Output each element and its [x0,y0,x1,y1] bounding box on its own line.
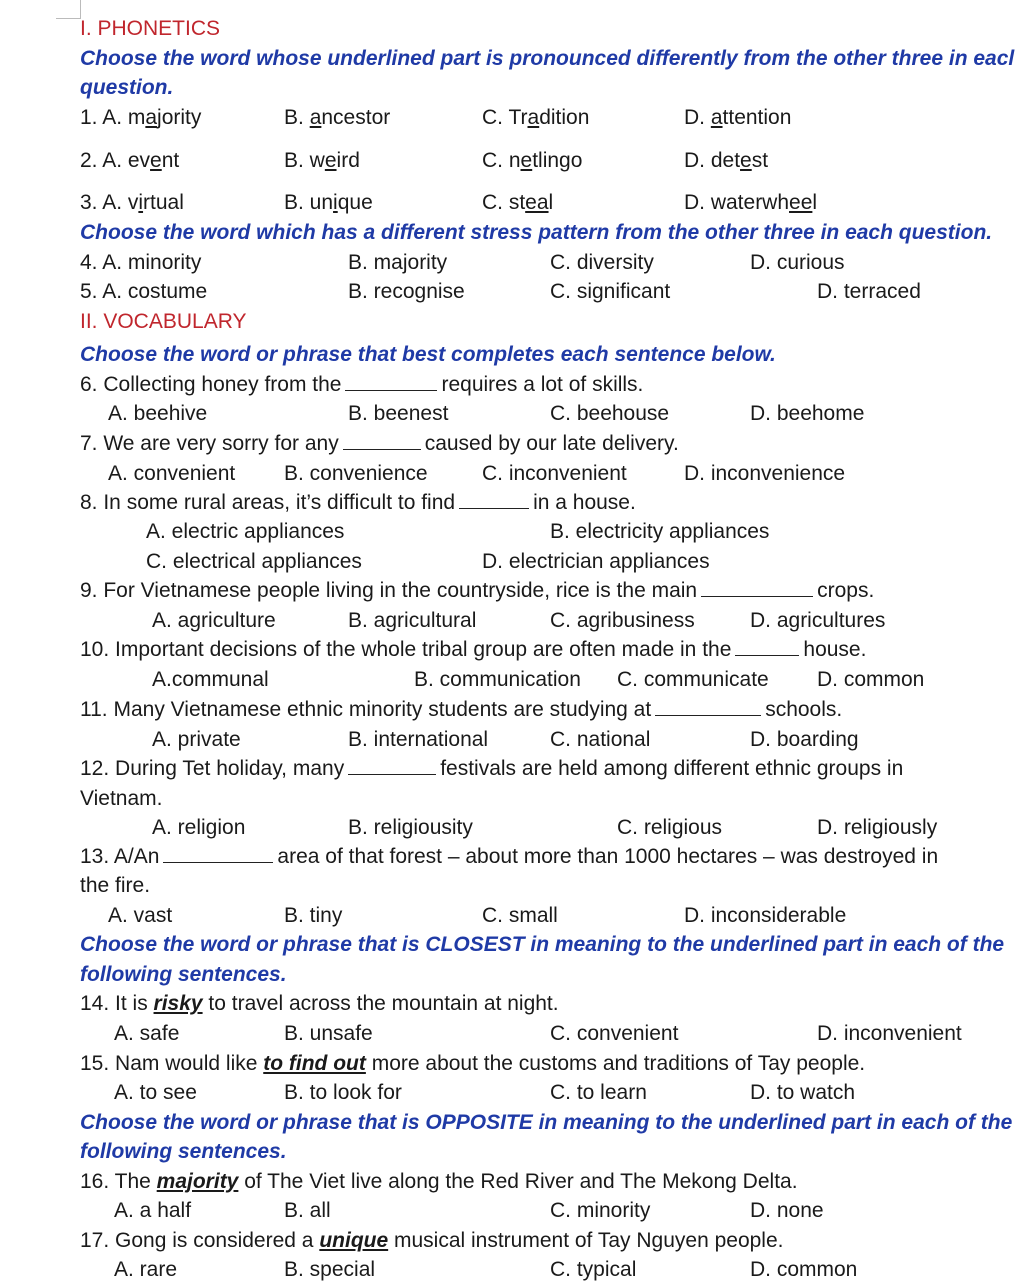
q14-option-d[interactable]: D. inconvenient [817,1022,962,1045]
section-title-phonetics: I. PHONETICS [80,17,221,40]
q17-option-b[interactable]: B. special [284,1258,376,1281]
q6-stem: 6. Collecting honey from the requires a lot of skills. [80,373,644,396]
instruction-complete-sentence: Choose the word or phrase that best completes each sentence below. [80,343,776,366]
q16-option-b[interactable]: B. all [284,1199,331,1222]
q4-option-c[interactable]: C. diversity [550,251,654,274]
answer-blank [655,697,761,716]
q9-option-a[interactable]: A. agriculture [152,609,276,632]
answer-blank [701,578,813,597]
q7-option-b[interactable]: B. convenience [284,462,428,485]
q13-stem: 13. A/An area of that forest – about more than 1000 hectares – was destroyed in [80,845,939,868]
q17-stem: 17. Gong is considered a unique musical instrument of Tay Nguyen people. [80,1229,784,1252]
q15-stem: 15. Nam would like to find out more about the customs and traditions of Tay people. [80,1052,866,1075]
q4-option-b[interactable]: B. majority [348,251,448,274]
q4-option-d[interactable]: D. curious [750,251,845,274]
q7-stem: 7. We are very sorry for any caused by our late delivery. [80,432,679,455]
q17-option-a[interactable]: A. rare [114,1258,178,1281]
q9-stem: 9. For Vietnamese people living in the countryside, rice is the main crops. [80,579,875,602]
q15-option-b[interactable]: B. to look for [284,1081,402,1104]
q10-stem: 10. Important decisions of the whole tribal group are often made in the house. [80,638,867,661]
q12-option-b[interactable]: B. religiousity [348,816,473,839]
q8-option-c[interactable]: C. electrical appliances [146,550,362,573]
q12-option-c[interactable]: C. religious [617,816,723,839]
answer-blank [348,756,436,775]
q8-option-a[interactable]: A. electric appliances [146,520,345,543]
q11-option-c[interactable]: C. national [550,728,651,751]
q5-option-c[interactable]: C. significant [550,280,671,303]
q5-option-d[interactable]: D. terraced [817,280,921,303]
instruction-opposite-meaning-cont: following sentences. [80,1140,287,1163]
q11-option-d[interactable]: D. boarding [750,728,859,751]
section-title-vocabulary: II. VOCABULARY [80,310,247,333]
answer-blank [163,844,273,863]
q16-option-a[interactable]: A. a half [114,1199,192,1222]
underlined-word: risky [153,992,203,1015]
instruction-closest-meaning-cont: following sentences. [80,963,287,986]
answer-blank [735,637,799,656]
q12-option-d[interactable]: D. religiously [817,816,938,839]
page-corner-mark [56,0,81,19]
q10-option-c[interactable]: C. communicate [617,668,769,691]
q8-stem: 8. In some rural areas, it’s difficult to find in a house. [80,491,636,514]
q17-option-d[interactable]: D. common [750,1258,858,1281]
q13-option-b[interactable]: B. tiny [284,904,343,927]
instruction-pronunciation: Choose the word whose underlined part is pronounced differently from the other three in eacl [80,47,1015,70]
q12-stem-cont: Vietnam. [80,787,163,810]
q3-option-b[interactable]: B. unique [284,191,373,214]
q7-option-a[interactable]: A. convenient [108,462,236,485]
underlined-word: to find out [263,1052,366,1075]
q7-option-d[interactable]: D. inconvenience [684,462,846,485]
q1-option-a[interactable]: 1. A. majority [80,106,202,129]
q6-option-a[interactable]: A. beehive [108,402,208,425]
instruction-closest-meaning: Choose the word or phrase that is CLOSEST in meaning to the underlined part in each of the [80,933,1005,956]
q14-stem: 14. It is risky to travel across the mountain at night. [80,992,559,1015]
answer-blank [343,431,421,450]
q16-stem: 16. The majority of The Viet live along the Red River and The Mekong Delta. [80,1170,798,1193]
q14-option-b[interactable]: B. unsafe [284,1022,373,1045]
q10-option-a[interactable]: A.communal [152,668,269,691]
q11-option-a[interactable]: A. private [152,728,241,751]
q15-option-a[interactable]: A. to see [114,1081,197,1104]
q8-option-d[interactable]: D. electrician appliances [482,550,710,573]
q2-option-a[interactable]: 2. A. event [80,149,180,172]
q9-option-c[interactable]: C. agribusiness [550,609,695,632]
q9-option-d[interactable]: D. agricultures [750,609,886,632]
q8-option-b[interactable]: B. electricity appliances [550,520,770,543]
q12-option-a[interactable]: A. religion [152,816,246,839]
underlined-word: unique [319,1229,389,1252]
q14-option-a[interactable]: A. safe [114,1022,180,1045]
instruction-pronunciation-cont: question. [80,76,174,99]
q10-option-d[interactable]: D. common [817,668,925,691]
instruction-stress: Choose the word which has a different stress pattern from the other three in each question. [80,221,993,244]
q7-option-c[interactable]: C. inconvenient [482,462,627,485]
q10-option-b[interactable]: B. communication [414,668,581,691]
q9-option-b[interactable]: B. agricultural [348,609,477,632]
q5-option-b[interactable]: B. recognise [348,280,465,303]
q1-option-b[interactable]: B. ancestor [284,106,391,129]
q15-option-d[interactable]: D. to watch [750,1081,856,1104]
q14-option-c[interactable]: C. convenient [550,1022,679,1045]
answer-blank [459,490,529,509]
q12-stem: 12. During Tet holiday, many festivals are held among different ethnic groups in [80,757,904,780]
q15-option-c[interactable]: C. to learn [550,1081,647,1104]
q2-option-c[interactable]: C. netlingo [482,149,583,172]
q6-option-b[interactable]: B. beenest [348,402,449,425]
q17-option-c[interactable]: C. typical [550,1258,637,1281]
q4-option-a[interactable]: 4. A. minority [80,251,202,274]
q13-option-c[interactable]: C. small [482,904,558,927]
q3-option-d[interactable]: D. waterwheel [684,191,818,214]
q5-option-a[interactable]: 5. A. costume [80,280,208,303]
q6-option-c[interactable]: C. beehouse [550,402,670,425]
instruction-opposite-meaning: Choose the word or phrase that is OPPOSITE in meaning to the underlined part in each of the [80,1111,1013,1134]
q13-option-d[interactable]: D. inconsiderable [684,904,847,927]
q3-option-c[interactable]: C. steal [482,191,554,214]
q6-option-d[interactable]: D. beehome [750,402,865,425]
q11-stem: 11. Many Vietnamese ethnic minority students are studying at schools. [80,698,843,721]
q16-option-c[interactable]: C. minority [550,1199,651,1222]
q1-option-c[interactable]: C. Tradition [482,106,590,129]
q3-option-a[interactable]: 3. A. virtual [80,191,184,214]
q1-option-d[interactable]: D. attention [684,106,792,129]
q16-option-d[interactable]: D. none [750,1199,824,1222]
q11-option-b[interactable]: B. international [348,728,489,751]
q13-option-a[interactable]: A. vast [108,904,173,927]
q2-option-d[interactable]: D. detest [684,149,769,172]
q13-stem-cont: the fire. [80,874,151,897]
underlined-word: majority [156,1170,239,1193]
answer-blank [345,372,437,391]
q2-option-b[interactable]: B. weird [284,149,360,172]
